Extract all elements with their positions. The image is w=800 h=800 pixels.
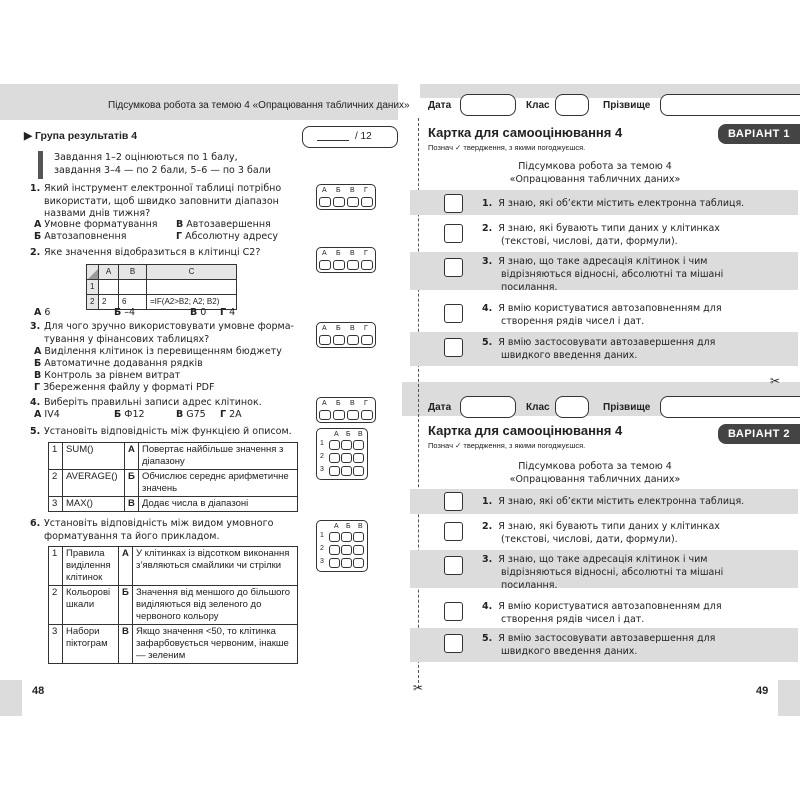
- scissors-icon: ✂: [413, 681, 424, 695]
- scoring-note: [54, 151, 271, 177]
- answer-grid-3[interactable]: А Б В Г: [316, 322, 376, 348]
- question-text: використати, щоб швидко заповнити діапазон: [44, 195, 279, 207]
- question-text: назвами днів тижня?: [44, 208, 151, 219]
- statement-3: 3. Я знаю, що таке адресація клітинок і чим відрізняються відносні, абсолютні та мішані посилання.: [482, 554, 724, 591]
- cell: =IF(A2>B2; A2; B2): [147, 295, 237, 310]
- card-subtitle: Підсумкова робота за темою 4 «Опрацювання табличних даних»: [509, 461, 681, 485]
- score-line: [317, 140, 349, 141]
- option[interactable]: А Умовне форматування: [34, 219, 158, 230]
- option[interactable]: А Виділення клітинок із перевищенням бюджету: [34, 346, 282, 357]
- answer-grid-5[interactable]: А Б В 1 2 3: [316, 428, 368, 480]
- column-header: A: [99, 265, 119, 280]
- card-title: Картка для самооцінювання 4: [428, 423, 623, 438]
- surname-label: Прізвище: [603, 402, 651, 413]
- question-text: Виберіть правильні записи адрес клітинок.: [44, 397, 262, 408]
- option[interactable]: А IV4: [34, 409, 60, 420]
- surname-label: Прізвище: [603, 100, 651, 111]
- option[interactable]: Г Абсолютну адресу: [176, 231, 279, 242]
- statement-4: 4. Я вмію користуватися автозаповненням для створення рядів чисел і дат.: [482, 303, 722, 327]
- scoring-line-2: завдання 3–4 — по 2 бали, 5–6 — по 3 бали: [54, 165, 271, 176]
- self-check-checkbox[interactable]: [444, 602, 463, 621]
- matching-table-5: 1 SUM() А Повертає найбільше значення з діапазону 2 AVERAGE() Б Обчислює середнє арифметичне значень 3 MAX() В Додає числа в діапазоні: [48, 442, 298, 512]
- group-title-text: Група результатів 4: [35, 130, 138, 142]
- self-check-checkbox[interactable]: [444, 224, 463, 243]
- card-hint: Познач ✓ твердження, з якими погоджуєшся.: [428, 143, 586, 152]
- self-check-checkbox[interactable]: [444, 556, 463, 575]
- answer-grid-1[interactable]: А Б В Г: [316, 184, 376, 210]
- variant-1-badge: ВАРІАНТ 1: [718, 124, 800, 144]
- scissors-icon: ✂: [770, 374, 781, 388]
- scoring-line-1: Завдання 1–2 оцінюються по 1 балу,: [54, 152, 238, 163]
- card-subtitle: Підсумкова робота за темою 4 «Опрацювання табличних даних»: [509, 161, 681, 185]
- option[interactable]: Г Збереження файлу у форматі PDF: [34, 382, 215, 393]
- self-check-checkbox[interactable]: [444, 194, 463, 213]
- option[interactable]: Б Автоматичне додавання рядків: [34, 358, 203, 369]
- option[interactable]: В G75: [176, 409, 206, 420]
- score-box: [302, 126, 398, 148]
- scoring-bar: [38, 151, 43, 179]
- left-header: Підсумкова робота за темою 4 «Опрацювання табличних даних»: [108, 100, 410, 111]
- class-label: Клас: [526, 402, 550, 413]
- row-header: 1: [87, 280, 99, 295]
- question-text: Установіть відповідність між функцією й описом.: [44, 426, 292, 437]
- matching-table-6: 1 Правила виділення клітинок А У клітинках із відсотком виконання з’являються смайлики чи стрілки 2 Кольорові шкали Б Значення від меншого до більшого виділяються від зеленого до червоного кольору 3 Набори піктограм В Якщо значення <50, то клітинка зафарбовується червоним, інакше — зеленим: [48, 546, 298, 664]
- statement-5: 5. Я вмію застосовувати автозавершення для швидкого введення даних.: [482, 337, 716, 361]
- date-label: Дата: [428, 402, 452, 413]
- column-header: B: [119, 265, 147, 280]
- answer-grid-4[interactable]: А Б В Г: [316, 397, 376, 423]
- cell: 6: [119, 295, 147, 310]
- corner-cell: [87, 265, 99, 280]
- statement-3: 3. Я знаю, що таке адресація клітинок і чим відрізняються відносні, абсолютні та мішані посилання.: [482, 256, 724, 293]
- option[interactable]: Б Автозаповнення: [34, 231, 127, 242]
- spreadsheet-excerpt: [86, 264, 237, 310]
- option[interactable]: Б Ф12: [114, 409, 145, 420]
- page-number-left: 48: [32, 685, 45, 697]
- date-field[interactable]: [460, 94, 516, 116]
- play-icon: ▶: [24, 130, 33, 142]
- date-label: Дата: [428, 100, 452, 111]
- self-check-checkbox[interactable]: [444, 338, 463, 357]
- question-text: Для чого зручно використовувати умовне форма-: [44, 321, 294, 332]
- statement-2: 2. Я знаю, які бувають типи даних у клітинках (текстові, числові, дати, формули).: [482, 223, 720, 247]
- self-check-checkbox[interactable]: [444, 634, 463, 653]
- question-text: Яке значення відобразиться в клітинці С2?: [44, 247, 261, 258]
- surname-field[interactable]: [660, 94, 800, 116]
- question-number: 3.: [30, 321, 41, 332]
- question-number: 6.: [30, 518, 41, 529]
- question-number: 5.: [30, 426, 41, 437]
- statement-1: 1. Я знаю, які об’єкти містить електронна таблиця.: [482, 496, 745, 507]
- question-number: 4.: [30, 397, 41, 408]
- option[interactable]: В Контроль за рівнем витрат: [34, 370, 181, 381]
- bottom-band-right: [778, 680, 800, 716]
- class-field[interactable]: [555, 94, 589, 116]
- card-hint: Познач ✓ твердження, з якими погоджуєшся.: [428, 441, 586, 450]
- option[interactable]: А 6: [34, 307, 51, 318]
- score-label: / 12: [355, 131, 372, 142]
- option[interactable]: Б –4: [114, 307, 136, 318]
- group-title: [24, 130, 137, 142]
- option[interactable]: Г 2A: [220, 409, 242, 420]
- question-text: Установіть відповідність між видом умовного: [44, 518, 274, 529]
- class-field[interactable]: [555, 396, 589, 418]
- variant-2-badge: ВАРІАНТ 2: [718, 424, 800, 444]
- class-label: Клас: [526, 100, 550, 111]
- cell: 2: [99, 295, 119, 310]
- statement-1: 1. Я знаю, які об’єкти містить електронна таблиця.: [482, 198, 745, 209]
- statement-4: 4. Я вмію користуватися автозаповненням для створення рядів чисел і дат.: [482, 601, 722, 625]
- self-check-checkbox[interactable]: [444, 522, 463, 541]
- answer-grid-6[interactable]: А Б В 1 2 3: [316, 520, 368, 572]
- self-check-checkbox[interactable]: [444, 304, 463, 323]
- option[interactable]: В 0: [190, 307, 207, 318]
- option[interactable]: Г 4: [220, 307, 236, 318]
- self-check-checkbox[interactable]: [444, 492, 463, 511]
- cell: [147, 280, 237, 295]
- page-number-right: 49: [756, 685, 769, 697]
- question-text: форматування та його прикладом.: [44, 530, 220, 542]
- question-text: Який інструмент електронної таблиці потрібно: [44, 183, 282, 194]
- column-header: C: [147, 265, 237, 280]
- option[interactable]: В Автозавершення: [176, 219, 271, 230]
- question-text: тування у фінансових таблицях?: [44, 333, 210, 345]
- question-number: 1.: [30, 183, 41, 194]
- self-check-checkbox[interactable]: [444, 258, 463, 277]
- card-title: Картка для самооцінювання 4: [428, 125, 623, 140]
- cell: [99, 280, 119, 295]
- cell: [119, 280, 147, 295]
- surname-field[interactable]: [660, 396, 800, 418]
- statement-2: 2. Я знаю, які бувають типи даних у клітинках (текстові, числові, дати, формули).: [482, 521, 720, 545]
- bottom-band-left: [0, 680, 22, 716]
- question-number: 2.: [30, 247, 41, 258]
- statement-5: 5. Я вмію застосовувати автозавершення для швидкого введення даних.: [482, 633, 716, 657]
- row-header: 2: [87, 295, 99, 310]
- answer-grid-2[interactable]: А Б В Г: [316, 247, 376, 273]
- date-field[interactable]: [460, 396, 516, 418]
